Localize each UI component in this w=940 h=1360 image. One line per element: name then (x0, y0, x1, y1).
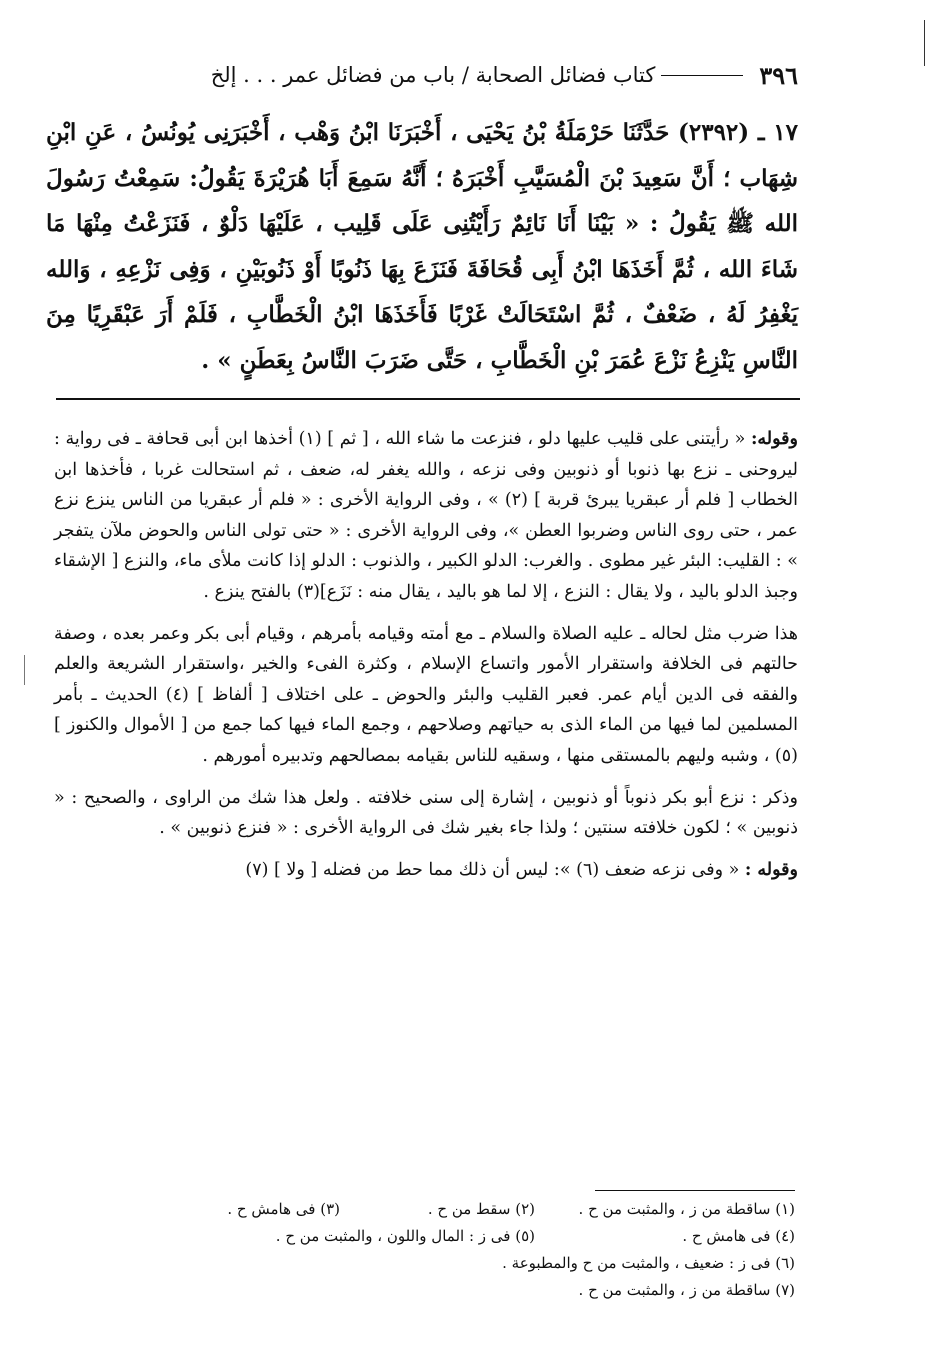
footnote-rule (595, 1190, 795, 1191)
commentary-text: « رأيتنى على قليب عليها دلو ، فنزعت ما شاء الله ، [ ثم ] (١) أخذها ابن أبى قحافة ـ فى رواية : ليروحنى ـ نزع بها ذنوبا أو ذنوبين وفى نزعه ، والله يغفر له، ضعف ، ثم استحالت غربا ، فأخذها ابن الخطاب [ فلم أر عبقريا يبرئ قربة ] (٢) » ، وفى الرواية الأخرى : « فلم أر عبقريا من الناس ينزع نزع عمر ، حتى روى الناس وضربوا العطن »، وفى الرواية الأخرى : « حتى تولى الناس والحوض ملآن يتفجر » : القليب: البئر غير مطوى . والغرب: الدلو الكبير ، والذنوب : الدلو إذا كانت ملأى ماء، والنزع [ الإشقاء وجبذ الدلو باليد ، ولا يقال : النزع ، إلا لما هو باليد ، يقال منه : نَزَع](٣) بالفتح ينزع . (54, 429, 798, 602)
section-divider (56, 398, 800, 400)
footnote-2: (٢) سقط من ح . (427, 1200, 535, 1218)
commentary-text: هذا ضرب مثل لحاله ـ عليه الصلاة والسلام ـ مع أمته وقيامه بأمرهم ، وقيام أبى بكر وعمر بعده ، وصفة حالتهم فى الخلافة واستقرار الأمور واتساع الإسلام ، وكثرة الفىء والخير ،واستقرار الشريعة والعلم والفقه فى الدين أيام عمر. فعبر القليب والبئر والحوض ـ على اختلاف [ ألفاظ ] (٤) الحديث ـ بأمر المسلمين لما فيها من الماء الذى به حياتهم وصلاحهم ، وجمع الماء فيها كما جمع من [ الأموال والكنوز ] (٥) ، وشبه وليهم بالمستقى منها ، وسقيه للناس بقيامه بمصالحهم وتدبيره أمورهم . (54, 623, 798, 766)
commentary-lead: وقوله: (750, 429, 798, 449)
footnote-row (120, 1223, 795, 1250)
commentary-paragraph (54, 783, 798, 844)
footnote-row (120, 1277, 795, 1304)
scan-edge-mark (924, 20, 925, 66)
hadith-text: ١٧ ـ (٢٣٩٢) حَدَّثَنَا حَرْمَلَةُ بْنُ يَحْيَى ، أَخْبَرَنَا ابْنُ وَهْب ، أَخْبَرَنِى يُونُسُ ، عَنِ ابْنِ شِهَاب ؛ أَنَّ سَعِيدَ بْنَ الْمُسَيَّبِ أَخْبَرَهُ ؛ أَنَّهُ سَمِعَ أَبَا هُرَيْرَةَ يَقُولُ: سَمِعْتُ رَسُولَ الله ﷺ يَقُولُ : « بَيْنَا أَنَا نَائِمٌ رَأَيْتُنِى عَلَى قَلِيب ، عَلَيْهَا دَلْوٌ ، فَنَزَعْتُ مِنْهَا مَا شَاءَ الله ، ثُمَّ أَخَذَهَا ابْنُ أَبِى قُحَافَةَ فَنَزَعَ بِهَا ذَنُوبًا أَوْ ذَنُوبَيْنِ ، وَفِى نَزْعِهِ ، وَالله يَغْفِرُ لَهُ ، ضَعْفٌ ، ثُمَّ اسْتَحَالَتْ غَرْبًا فَأَخَذَهَا ابْنُ الْخَطَّابِ ، فَلَمْ أَرَ عَبْقَرِيًا مِنَ النَّاسِ يَنْزِعُ نَزْعَ عُمَرَ بْنِ الْخَطَّابِ ، حَتَّى ضَرَبَ النَّاسُ بِعَطَنٍ » . (46, 119, 798, 374)
commentary-paragraph (54, 424, 798, 608)
commentary-block (54, 424, 798, 896)
footnotes-block (120, 1196, 795, 1304)
footnote-5: (٥) فى ز : المال واللون ، والمثبت من ح . (275, 1227, 535, 1245)
header-rule (661, 75, 743, 76)
footnote-row (120, 1250, 795, 1277)
commentary-text: وذكر : نزع أبو بكر ذنوباً أو ذنوبين ، إشارة إلى سنى خلافته . ولعل هذا شك من الراوى ، والصحيح : « ذنوبين » ؛ لكون خلافته سنتين ؛ ولذا جاء بغير شك فى الرواية الأخرى : « فنزع ذنوبين » . (54, 787, 798, 839)
scan-edge-mark (24, 655, 25, 685)
commentary-paragraph (54, 855, 798, 886)
footnote-7: (٧) ساقطة من ز ، والمثبت من ح . (578, 1281, 795, 1299)
commentary-paragraph (54, 619, 798, 772)
footnote-row (120, 1196, 795, 1223)
footnote-4: (٤) فى هامش ح . (682, 1227, 795, 1245)
commentary-lead: وقوله : (744, 859, 798, 880)
commentary-text: « وفى نزعه ضعف (٦) »: ليس أن ذلك مما حط من فضله [ ولا ] (٧) (245, 859, 745, 880)
running-title: كتاب فضائل الصحابة / باب من فضائل عمر . . . إلخ (210, 63, 656, 87)
footnote-3: (٣) فى هامش ح . (227, 1200, 340, 1218)
footnote-1: (١) ساقطة من ز ، والمثبت من ح . (578, 1200, 795, 1218)
page-header (58, 58, 798, 92)
footnote-6: (٦) فى ز : ضعيف ، والمثبت من ح والمطبوعة . (502, 1254, 795, 1272)
hadith-text-block (46, 110, 798, 383)
page-number: ٣٩٦ (759, 60, 798, 90)
